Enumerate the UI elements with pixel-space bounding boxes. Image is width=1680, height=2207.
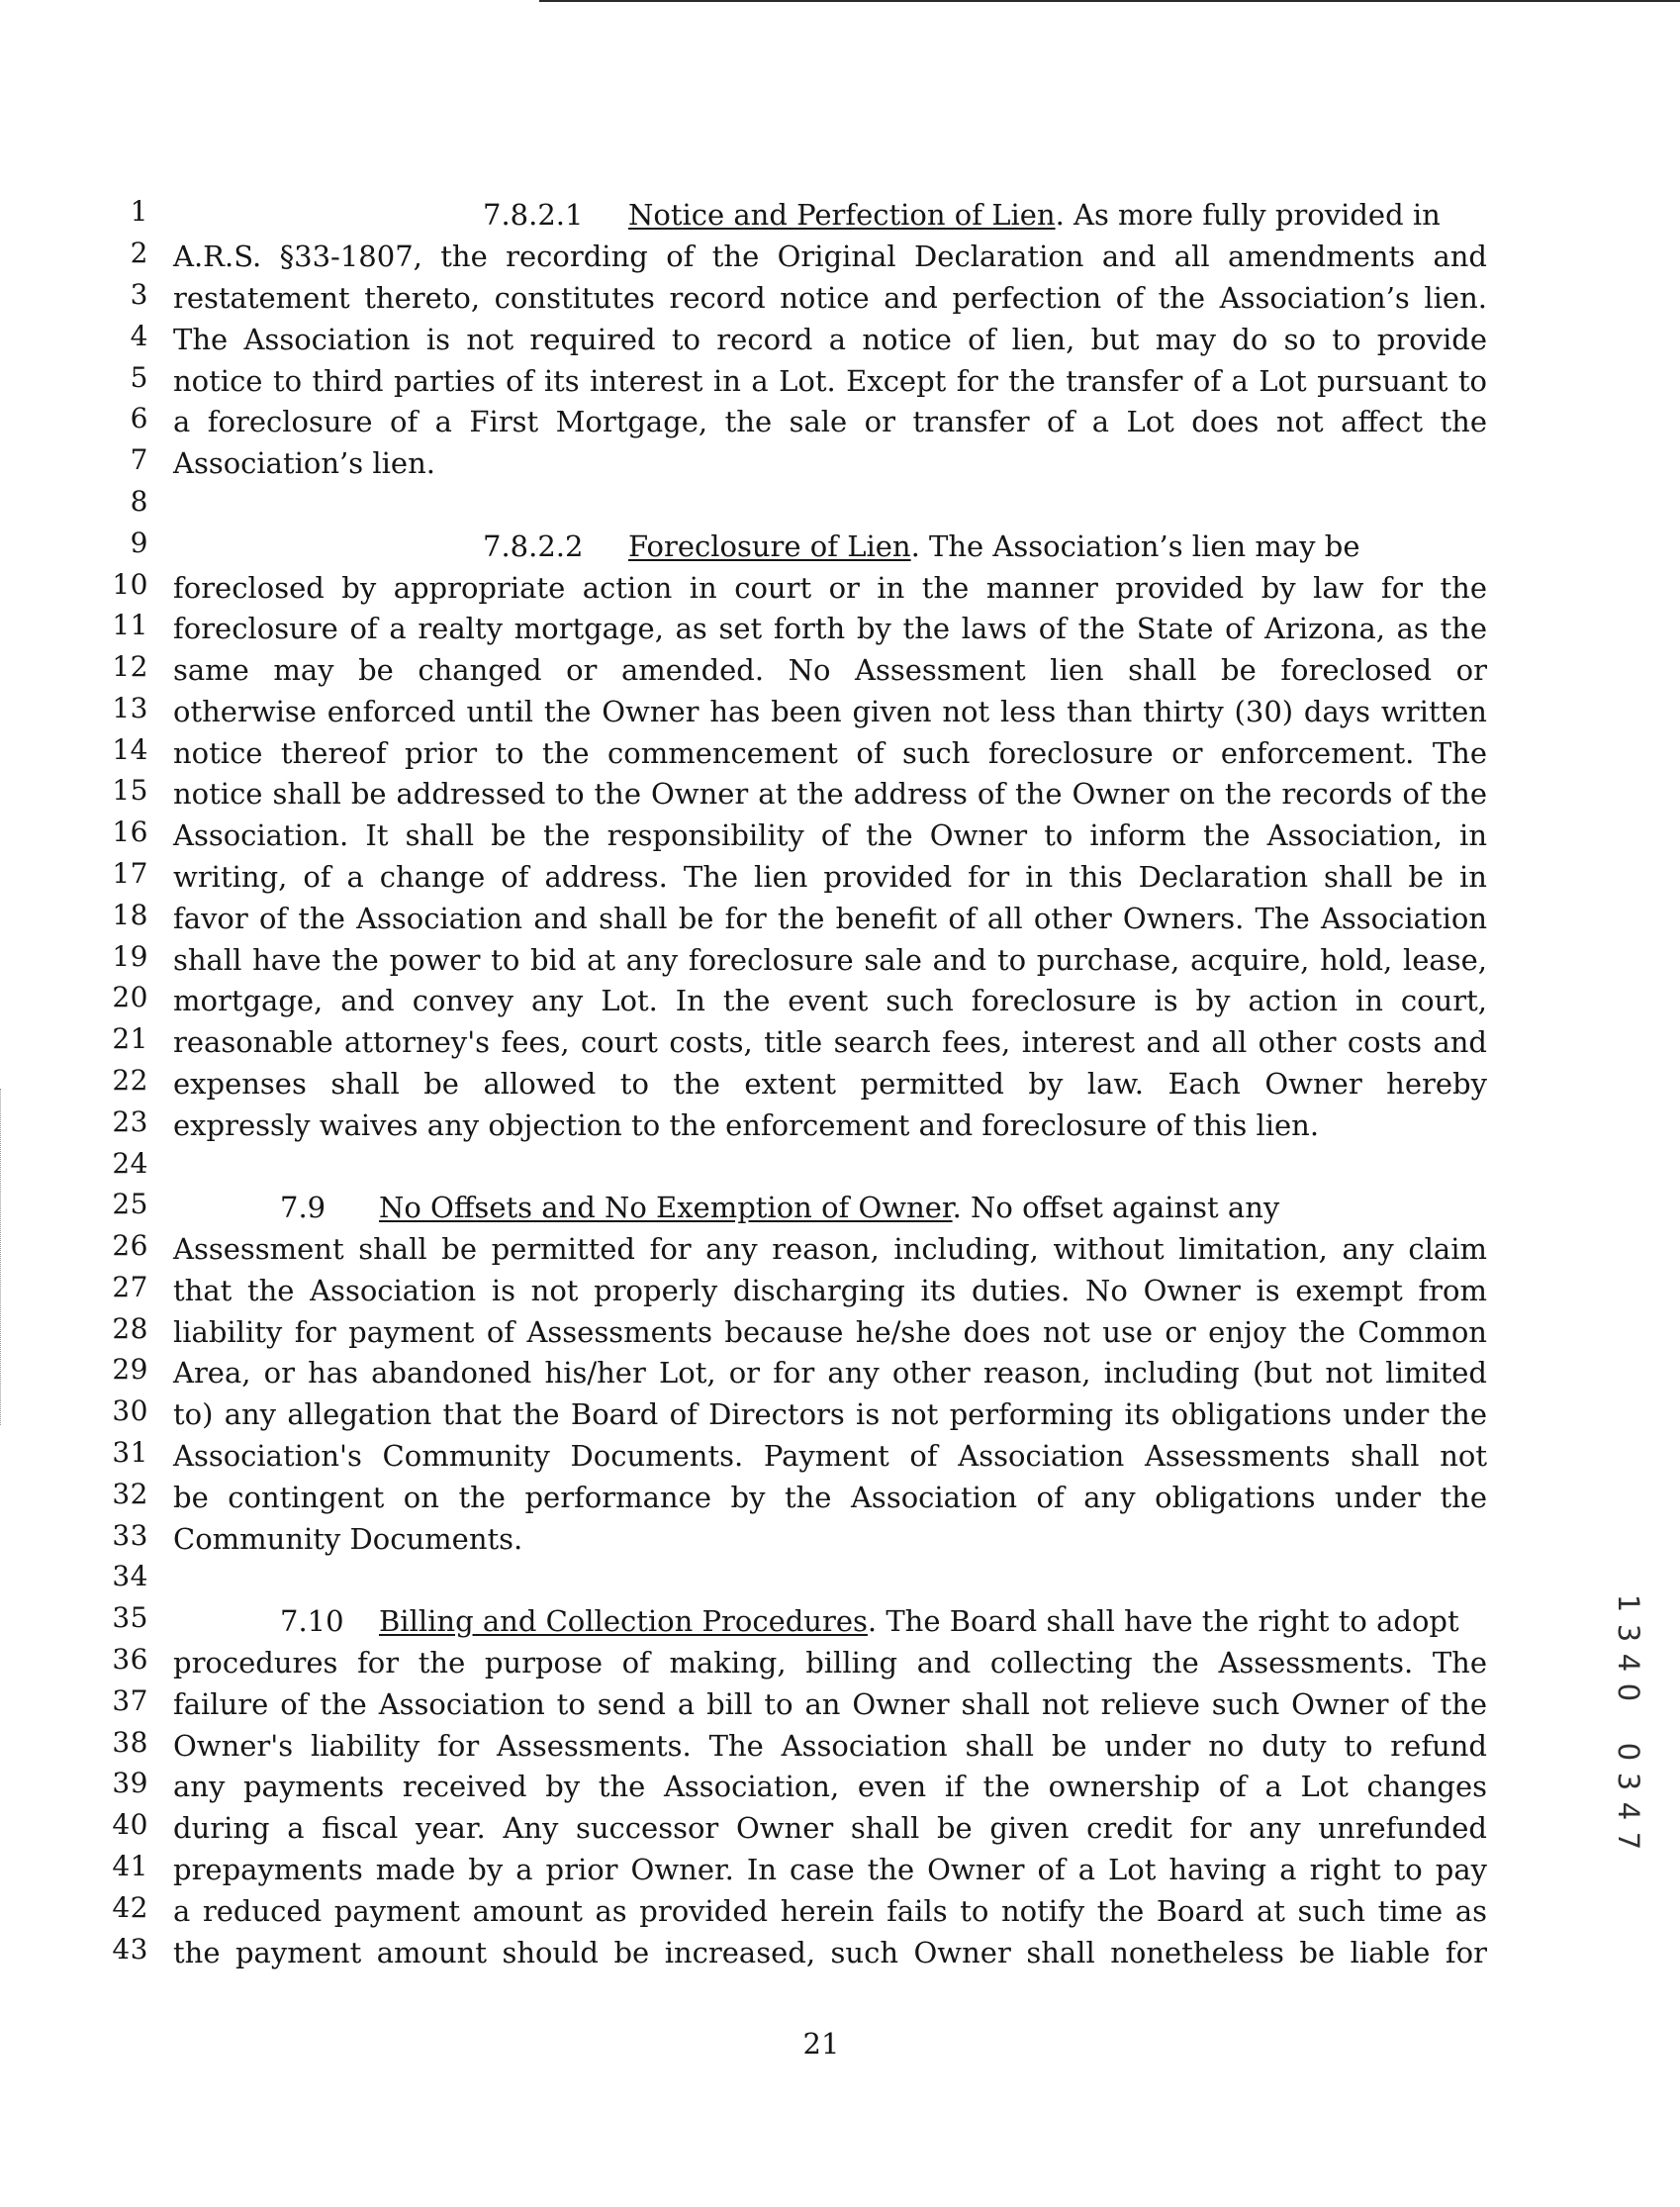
text-line: foreclosed by appropriate action in court or in the manner provided by law for the bbox=[173, 571, 1487, 605]
line-number: 35 bbox=[112, 1601, 148, 1634]
line-number: 10 bbox=[112, 568, 148, 601]
line-number: 26 bbox=[112, 1229, 148, 1262]
text-line: a foreclosure of a First Mortgage, the sale or transfer of a Lot does not affect the bbox=[173, 405, 1487, 438]
text-line: The Association is not required to record a notice of lien, but may do so to provide bbox=[173, 323, 1487, 356]
line-number: 28 bbox=[112, 1312, 148, 1345]
line-number: 39 bbox=[112, 1767, 148, 1799]
line-number: 14 bbox=[112, 733, 148, 766]
line-number: 15 bbox=[112, 774, 148, 807]
document-body bbox=[173, 0, 1487, 2207]
line-number: 27 bbox=[112, 1271, 148, 1303]
section-number: 7.10 bbox=[280, 1604, 344, 1638]
line-number: 41 bbox=[112, 1850, 148, 1882]
line-number: 36 bbox=[112, 1643, 148, 1676]
stamp-digit: 3 bbox=[1612, 1772, 1645, 1791]
section-text: . As more fully provided in bbox=[1055, 198, 1441, 232]
text-line: writing, of a change of address. The lien provided for in this Declaration shall be in bbox=[173, 860, 1487, 894]
scan-left-edge bbox=[0, 1089, 5, 1425]
text-line: A.R.S. §33-1807, the recording of the Original Declaration and all amendments and bbox=[173, 240, 1487, 273]
line-number: 24 bbox=[112, 1147, 148, 1180]
section-7-10-first-line bbox=[173, 1604, 1487, 1638]
text-line: notice shall be addressed to the Owner at the address of the Owner on the records of the bbox=[173, 777, 1487, 811]
section-7-9-first-line bbox=[173, 1191, 1487, 1224]
line-number: 5 bbox=[130, 361, 148, 394]
text-line: prepayments made by a prior Owner. In case the Owner of a Lot having a right to pay bbox=[173, 1853, 1487, 1886]
line-number: 29 bbox=[112, 1353, 148, 1386]
line-number: 32 bbox=[112, 1478, 148, 1510]
line-number-column bbox=[59, 0, 148, 2207]
line-number: 11 bbox=[112, 609, 148, 641]
text-line: mortgage, and convey any Lot. In the event such foreclosure is by action in court, bbox=[173, 984, 1487, 1017]
line-number: 13 bbox=[112, 692, 148, 724]
line-number: 3 bbox=[130, 278, 148, 311]
line-number: 6 bbox=[130, 402, 148, 434]
line-number: 33 bbox=[112, 1519, 148, 1552]
line-number: 16 bbox=[112, 816, 148, 848]
line-number: 43 bbox=[112, 1933, 148, 1966]
recording-number-stamp bbox=[1611, 1588, 1646, 1856]
text-line: liability for payment of Assessments because he/she does not use or enjoy the Common bbox=[173, 1315, 1487, 1349]
section-number: 7.8.2.2 bbox=[483, 529, 584, 563]
text-line: otherwise enforced until the Owner has been given not less than thirty (30) days written bbox=[173, 695, 1487, 728]
line-number: 21 bbox=[112, 1022, 148, 1055]
section-7-8-2-2-first-line bbox=[173, 529, 1487, 563]
text-line: Association’s lien. bbox=[173, 446, 435, 480]
text-line: Owner's liability for Assessments. The Association shall be under no duty to refund bbox=[173, 1729, 1487, 1763]
text-line: to) any allegation that the Board of Directors is not performing its obligations under the bbox=[173, 1397, 1487, 1431]
text-line: foreclosure of a realty mortgage, as set forth by the laws of the State of Arizona, as the bbox=[173, 612, 1487, 645]
text-line: expenses shall be allowed to the extent permitted by law. Each Owner hereby bbox=[173, 1067, 1487, 1101]
line-number: 38 bbox=[112, 1726, 148, 1759]
section-number: 7.9 bbox=[280, 1191, 327, 1224]
text-line: expressly waives any objection to the enforcement and foreclosure of this lien. bbox=[173, 1108, 1320, 1142]
line-number: 40 bbox=[112, 1808, 148, 1841]
section-7-8-2-1-first-line bbox=[173, 198, 1487, 232]
section-heading: Foreclosure of Lien bbox=[628, 529, 911, 563]
text-line: shall have the power to bid at any foreclosure sale and to purchase, acquire, hold, lease, bbox=[173, 943, 1487, 977]
section-heading: Billing and Collection Procedures bbox=[379, 1604, 868, 1638]
line-number: 30 bbox=[112, 1394, 148, 1427]
line-number: 1 bbox=[130, 195, 148, 228]
text-line: any payments received by the Association, even if the ownership of a Lot changes bbox=[173, 1770, 1487, 1803]
section-text: . No offset against any bbox=[952, 1191, 1280, 1224]
stamp-digit: 7 bbox=[1612, 1831, 1645, 1851]
stamp-digit: 4 bbox=[1612, 1801, 1645, 1821]
line-number: 18 bbox=[112, 899, 148, 931]
section-text: . The Board shall have the right to adopt bbox=[867, 1604, 1459, 1638]
line-number: 37 bbox=[112, 1684, 148, 1717]
section-heading: Notice and Perfection of Lien bbox=[628, 198, 1056, 232]
line-number: 42 bbox=[112, 1891, 148, 1924]
text-line: notice to third parties of its interest in a Lot. Except for the transfer of a Lot pursuant to bbox=[173, 364, 1487, 398]
text-line: same may be changed or amended. No Assessment lien shall be foreclosed or bbox=[173, 653, 1487, 687]
text-line: Area, or has abandoned his/her Lot, or for any other reason, including (but not limited bbox=[173, 1356, 1487, 1390]
text-line: Association. It shall be the responsibility of the Owner to inform the Association, in bbox=[173, 818, 1487, 852]
line-number: 2 bbox=[130, 237, 148, 269]
stamp-digit: 0 bbox=[1612, 1742, 1645, 1762]
page-number: 21 bbox=[802, 2027, 840, 2061]
text-line: procedures for the purpose of making, billing and collecting the Assessments. The bbox=[173, 1646, 1487, 1679]
line-number: 4 bbox=[130, 320, 148, 352]
line-number: 25 bbox=[112, 1188, 148, 1220]
line-number: 23 bbox=[112, 1105, 148, 1138]
text-line: be contingent on the performance by the Association of any obligations under the bbox=[173, 1481, 1487, 1514]
text-line: favor of the Association and shall be for the benefit of all other Owners. The Association bbox=[173, 902, 1487, 935]
text-line: Community Documents. bbox=[173, 1522, 523, 1556]
section-number: 7.8.2.1 bbox=[483, 198, 584, 232]
text-line: reasonable attorney's fees, court costs, title search fees, interest and all other costs and bbox=[173, 1025, 1487, 1059]
stamp-digit: 1 bbox=[1612, 1593, 1645, 1613]
section-text: . The Association’s lien may be bbox=[910, 529, 1360, 563]
line-number: 20 bbox=[112, 981, 148, 1013]
text-line: Association's Community Documents. Payment of Association Assessments shall not bbox=[173, 1439, 1487, 1473]
section-heading: No Offsets and No Exemption of Owner bbox=[379, 1191, 953, 1224]
line-number: 19 bbox=[112, 940, 148, 973]
line-number: 12 bbox=[112, 650, 148, 683]
line-number: 31 bbox=[112, 1436, 148, 1469]
line-number: 9 bbox=[130, 527, 148, 559]
text-line: the payment amount should be increased, such Owner shall nonetheless be liable for bbox=[173, 1936, 1487, 1969]
text-line: that the Association is not properly discharging its duties. No Owner is exempt from bbox=[173, 1274, 1487, 1307]
stamp-digit: 4 bbox=[1612, 1653, 1645, 1673]
line-number: 22 bbox=[112, 1064, 148, 1097]
text-line: during a fiscal year. Any successor Owner shall be given credit for any unrefunded bbox=[173, 1811, 1487, 1845]
text-line: notice thereof prior to the commencement of such foreclosure or enforcement. The bbox=[173, 736, 1487, 770]
line-number: 17 bbox=[112, 857, 148, 890]
stamp-digit: 0 bbox=[1612, 1682, 1645, 1702]
line-number: 7 bbox=[130, 443, 148, 476]
text-line: failure of the Association to send a bill to an Owner shall not relieve such Owner of the bbox=[173, 1687, 1487, 1721]
line-number: 8 bbox=[130, 485, 148, 518]
text-line: Assessment shall be permitted for any reason, including, without limitation, any claim bbox=[173, 1232, 1487, 1266]
text-line: a reduced payment amount as provided herein fails to notify the Board at such time as bbox=[173, 1894, 1487, 1928]
text-line: restatement thereto, constitutes record notice and perfection of the Association’s lien. bbox=[173, 281, 1487, 315]
stamp-digit: 3 bbox=[1612, 1623, 1645, 1643]
line-number: 34 bbox=[112, 1560, 148, 1592]
